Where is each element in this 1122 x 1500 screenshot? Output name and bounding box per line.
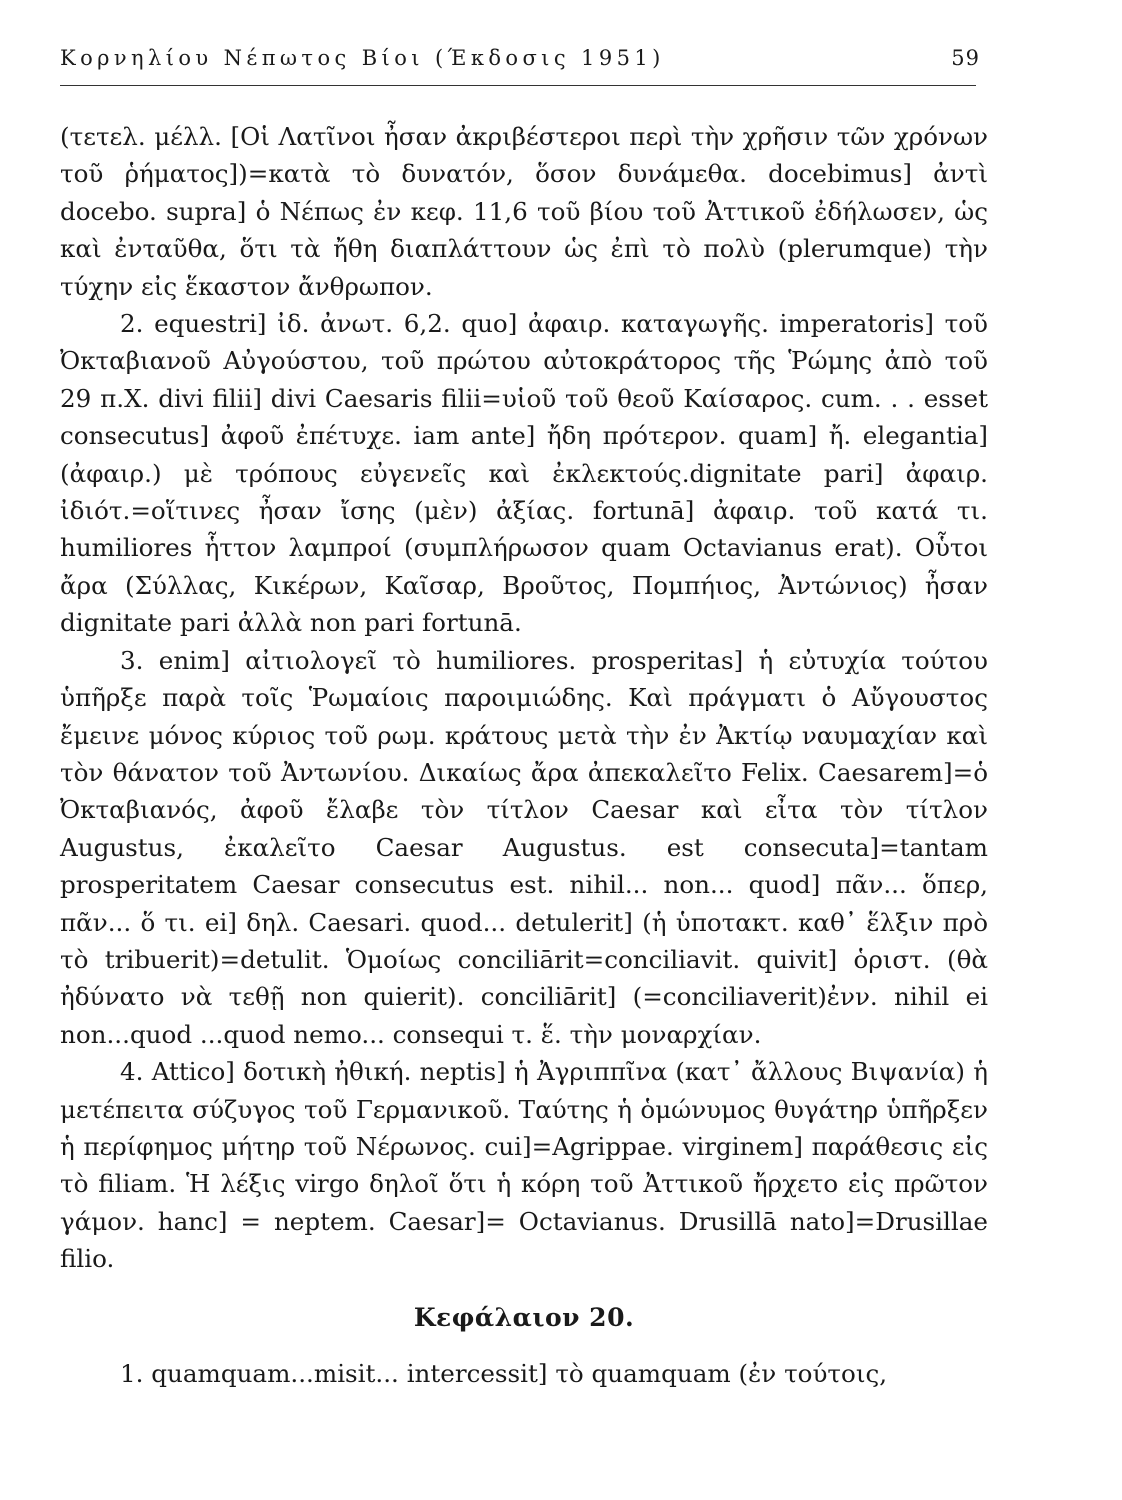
- paragraph-continuation: (τετελ. μέλλ. [Οἱ Λατῖνοι ἦσαν ἀκριβέστεροι περὶ τὴν χρῆσιν τῶν χρόνων τοῦ ῥήματος])=κατὰ τὸ δυνατόν, ὅσον δυνάμεθα. docebimus] ἀντὶ docebo. supra] ὁ Νέπως ἐν κεφ. 11,6 τοῦ βίου τοῦ Ἀττικοῦ ἐδήλωσεν, ὡς καὶ ἐνταῦθα, ὅτι τὰ ἤθη διαπλάττουν ὡς ἐπὶ τὸ πολὺ (plerumque) τὴν τύχην εἰς ἕκαστον ἄνθρωπον.: [60, 122, 988, 301]
- header-rule: [60, 85, 976, 86]
- paragraph-note-2: 2. equestri] ἰδ. ἀνωτ. 6,2. quo] ἀφαιρ. καταγωγῆς. imperatoris] τοῦ Ὀκταβιανοῦ Αὐγούστου, τοῦ πρώτου αὐτοκράτορος τῆς Ῥώμης ἀπὸ τοῦ 29 π.Χ. divi filii] divi Caesaris filii=υἱοῦ τοῦ θεοῦ Καίσαρος. cum. . . esset consecutus] ἀφοῦ ἐπέτυχε. iam ante] ἤδη πρότερον. quam] ἤ. elegantia] (ἀφαιρ.) μὲ τρόπους εὐγενεῖς καὶ ἐκλεκτούς.dignitate pari] ἀφαιρ. ἰδιότ.=οἵτινες ἦσαν ἴσης (μὲν) ἀξίας. fortunā] ἀφαιρ. τοῦ κατά τι. humiliores ἧττον λαμπροί (συμπλήρωσον quam Octavianus erat). Οὗτοι ἄρα (Σύλλας, Κικέρων, Καῖσαρ, Βροῦτος, Πομπήιος, Ἀντώνιος) ἦσαν dignitate pari ἀλλὰ non pari fortunā.: [60, 309, 988, 638]
- commentary-body: [60, 118, 988, 1392]
- paragraph-note-3: 3. enim] αἰτιολογεῖ τὸ humiliores. prosperitas] ἡ εὐτυχία τούτου ὑπῆρξε παρὰ τοῖς Ῥωμαίοις παροιμιώδης. Καὶ πράγματι ὁ Αὔγουστος ἔμεινε μόνος κύριος τοῦ ρωμ. κράτους μετὰ τὴν ἐν Ἀκτίῳ ναυμαχίαν καὶ τὸν θάνατον τοῦ Ἀντωνίου. Δικαίως ἄρα ἀπεκαλεῖτο Felix. Caesarem]=ὁ Ὀκταβιανός, ἀφοῦ ἔλαβε τὸν τίτλον Caesar καὶ εἶτα τὸν τίτλον Augustus, ἐκαλεῖτο Caesar Augustus. est consecuta]=tantam prosperitatem Caesar consecutus est. nihil... non... quod] πᾶν... ὅπερ, πᾶν... ὅ τι. ei] δηλ. Caesari. quod... detulerit] (ἡ ὑποτακτ. καθ᾿ ἕλξιν πρὸ τὸ tribuerit)=detulit. Ὁμοίως conciliārit=conciliavit. quivit] ὁριστ. (θὰ ἠδύνατο νὰ τεθῇ non quierit). conciliārit] (=conciliaverit)ἐνν. nihil ei non...quod ...quod nemo... consequi τ. ἕ. τὴν μοναρχίαν.: [60, 645, 988, 1049]
- running-title: Κορνηλίου Νέπωτος Βίοι (Έκδοσις 1951): [60, 46, 665, 70]
- paragraph-note-4: 4. Attico] δοτικὴ ἠθική. neptis] ἡ Ἀγριππῖνα (κατ᾿ ἄλλους Βιψανία) ἡ μετέπειτα σύζυγος τοῦ Γερμανικοῦ. Ταύτης ἡ ὁμώνυμος θυγάτηρ ὑπῆρξεν ἡ περίφημος μήτηρ τοῦ Νέρωνος. cui]=Agrippae. virginem] παράθεσις εἰς τὸ filiam. Ἡ λέξις virgo δηλοῖ ὅτι ἡ κόρη τοῦ Ἀττικοῦ ἤρχετο εἰς πρῶτον γάμον. hanc] = neptem. Caesar]= Octavianus. Drusillā nato]=Drusillae filio.: [60, 1057, 988, 1274]
- book-page: [60, 0, 988, 1500]
- page-number: 59: [951, 46, 980, 70]
- running-header: [60, 46, 988, 80]
- paragraph-chapter-20-note-1: 1. quamquam...misit... intercessit] τὸ quamquam (ἐν τούτοις,: [120, 1358, 888, 1388]
- chapter-heading: Κεφάλαιον 20.: [413, 1302, 635, 1332]
